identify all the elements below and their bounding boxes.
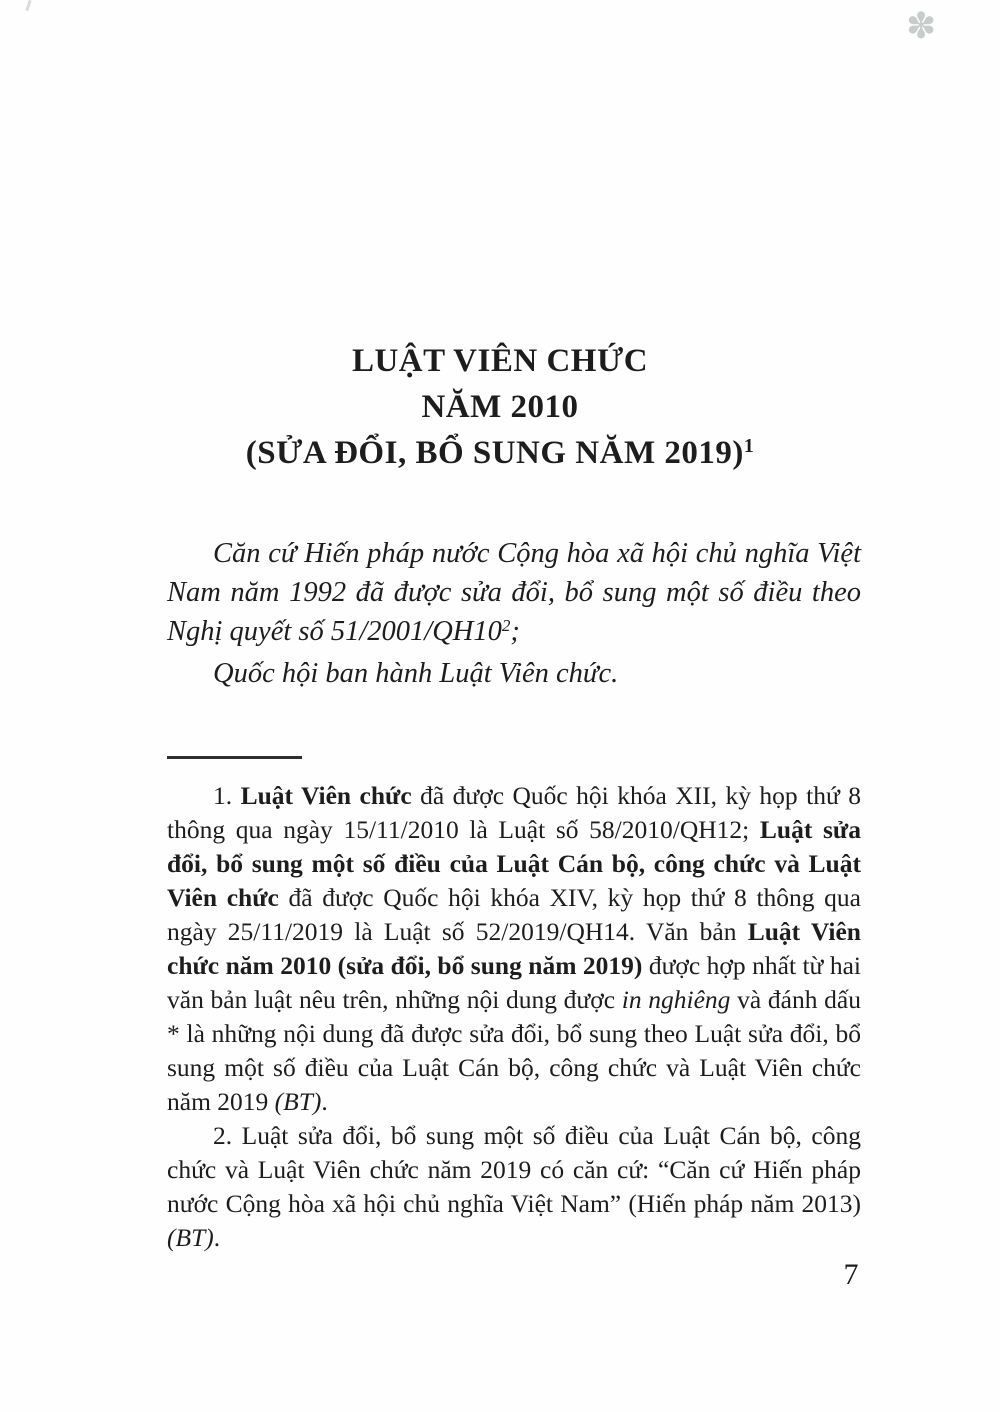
title-line-3: (SỬA ĐỔI, BỔ SUNG NĂM 2019)$^1$ bbox=[245, 435, 755, 471]
document-title bbox=[0, 338, 1000, 480]
footnote-1: 1. Luật Viên chức đã được Quốc hội khóa XII, kỳ họp thứ 8 thông qua ngày 15/11/2010 là Luật số 58/2010/QH12; Luật sửa đổi, bổ sung một số điều của Luật Cán bộ, công chức và Luật Viên chức đã được Quốc hội khóa XIV, kỳ họp thứ 8 thông qua ngày 25/11/2019 là Luật số 52/2019/QH14. Văn bản Luật Viên chức năm 2010 (sửa đổi, bổ sung năm 2019) được hợp nhất từ hai văn bản luật nêu trên, những nội dung được in nghiêng và đánh dấu * là những nội dung đã được sửa đổi, bổ sung theo Luật sửa đổi, bổ sung một số điều của Luật Cán bộ, công chức và Luật Viên chức năm 2019 (BT). bbox=[167, 781, 862, 1116]
flower-watermark-icon: ✽ bbox=[906, 6, 937, 46]
footnotes bbox=[167, 779, 861, 1255]
preamble-paragraph-1: Căn cứ Hiến pháp nước Cộng hòa xã hội chủ nghĩa Việt Nam năm 1992 đã được sửa đổi, bổ sung một số điều theo Nghị quyết số $51/2001/QH10^2$; bbox=[167, 538, 861, 647]
preamble bbox=[167, 534, 861, 693]
footnote-separator bbox=[167, 756, 302, 759]
footnote-2: 2. Luật sửa đổi, bổ sung một số điều của Luật Cán bộ, công chức và Luật Viên chức năm 2019 có căn cứ: “Căn cứ Hiến pháp nước Cộng hòa xã hội chủ nghĩa Việt Nam” (Hiến pháp năm 2013) (BT). bbox=[167, 1121, 861, 1252]
page-number: 7 bbox=[843, 1258, 859, 1291]
title-line-1: LUẬT VIÊN CHỨC bbox=[351, 343, 649, 379]
page-edge-mark bbox=[25, 0, 31, 11]
preamble-paragraph-2: Quốc hội ban hành Luật Viên chức. bbox=[213, 658, 619, 689]
title-line-2: NĂM 2010 bbox=[421, 389, 579, 425]
